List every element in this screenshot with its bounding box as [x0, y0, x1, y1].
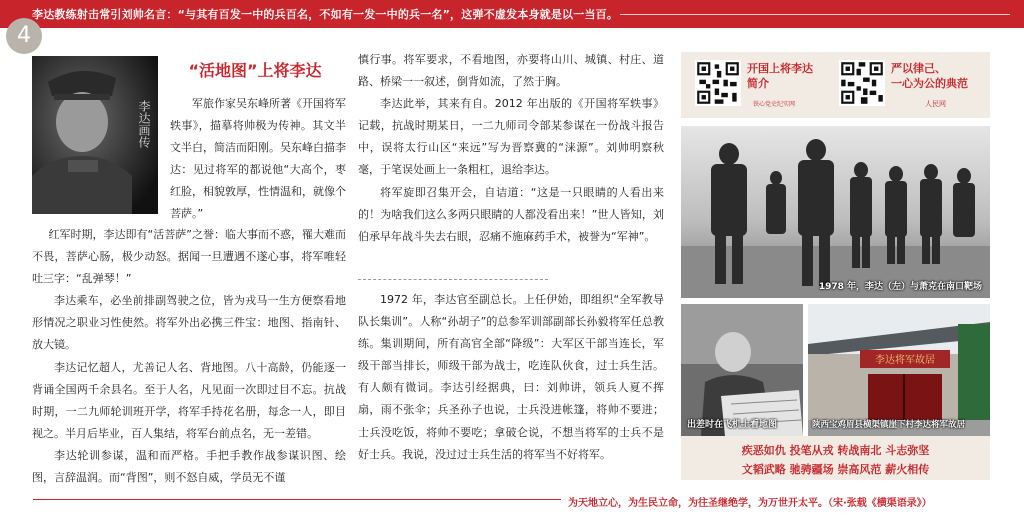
photo-caption-top: 1978 年，李达（左）与萧克在南口靶场: [818, 282, 982, 292]
motto-line-2: 文韬武略 驰骋疆场 崇高风范 薪火相传: [741, 463, 930, 476]
paragraph: 李达记忆超人，尤善记人名、背地图。八十高龄，仍能逐一背诵全国两千余县名。至于人名，凡见面一次即过目不忘。抗战时期，一二九师轮训班开学，将军手持花名册，每念一人，即目视之。半月后毕业，百人集结，将军台前点名，无一差错。: [32, 360, 346, 440]
article-col1-bottom: [32, 224, 346, 489]
section-divider: [358, 279, 548, 280]
article-col2-top: [358, 49, 664, 248]
paragraph: 慎行事。将军要求，不看地图，亦要将山川、城镇、村庄、道路、桥梁一一叙述，倒背如流，了然于胸。: [358, 53, 664, 89]
footer-quote: 为天地立心，为生民立命，为往圣继绝学，为万世开太平。（宋·张载《横渠语录》）: [568, 498, 932, 509]
paragraph: 李达乘车，必坐前排副驾驶之位，皆为戎马一生方便察看地形情况之职业习性使然。将军外出必携三件宝：地图、指南针、放大镜。: [32, 294, 346, 352]
photo-airplane-map: [681, 304, 803, 436]
portrait-photo: [32, 56, 158, 214]
qr-label-right: 严以律己、 一心为公的典范: [891, 62, 968, 90]
motto-box: [681, 436, 990, 480]
qr-code-right[interactable]: [839, 60, 885, 106]
photo-caption-right: 陕西宝鸡眉县横渠镇崖下村李达将军故居: [812, 420, 966, 430]
photo-nankou-range: [681, 126, 990, 298]
article-col2-bottom: [358, 289, 664, 466]
page-number-badge: 4: [6, 18, 42, 54]
header-bar: [0, 0, 1024, 28]
motto-line-1: 疾恶如仇 投笔从戎 转战南北 斗志弥坚: [741, 444, 930, 457]
residence-sign: 李达将军故居: [875, 355, 935, 366]
paragraph: 李达此举，其来有自。2012 年出版的《开国将军轶事》记载，抗战时期某日，一二九师司令部某参谋在一份战斗报告中，误将太行山区“来远”写为晋察冀的“涞源”。刘帅明察秋毫，于笔误处画上一条粗杠，退给李达。: [358, 97, 664, 177]
qr-logo-right: 人民网: [925, 100, 946, 108]
qr-code-left[interactable]: [695, 60, 741, 106]
portrait-inscription: 李达画传: [137, 100, 151, 148]
paragraph: 红军时期，李达即有“活菩萨”之誉：临大事而不惑，罹大难而不畏，菩萨心肠，极少动怒。据闻一旦遭遇不遂心事，将军唯轻吐三字：“乱弹琴！”: [32, 228, 346, 286]
qr-code-panel: [681, 52, 990, 118]
qr-logo-left: 铁心党史纪实网: [753, 101, 796, 108]
paragraph: 将军旋即召集开会，自诘道：“这是一只眼睛的人看出来的！为啥我们这么多两只眼睛的人都没看出来！”世人皆知，刘伯承早年战斗失去右眼，忍痛不施麻药手术，被誉为“军神”。: [358, 185, 664, 243]
header-rule: [620, 14, 1010, 15]
photo-caption-left: 出差时在飞机上看地图: [687, 420, 778, 430]
article-col1-top: [170, 93, 346, 226]
paragraph: 1972 年，李达官至副总长。上任伊始，即组织“全军教导队长集训”。人称“孙胡子”的总参军训部副部长孙毅将军任总教练。集训期间，所有高官全部“降级”：大军区干部当连长，军级干部当排长，师级干部为战士，吃连队伙食，过士兵生活。有人颇有微词。李达引经据典，曰：刘帅讲，领兵人夏不挥扇，雨不张伞；兵圣孙子也说，士兵没进帐篷，将帅不要进；士兵没吃饭，将帅不要吃；拿破仑说，不想当将军的士兵不是好士兵。我说，没过过士兵生活的将军当不好将军。: [358, 293, 664, 461]
header-quote: 李达教练射击常引刘帅名言：“与其有百发一中的兵百名，不如有一发一中的兵一名”，这弹不虚发本身就是以一当百。: [32, 8, 619, 21]
paragraph: 李达轮训参谋，温和而严格。手把手教作战参谋识图、绘图，言辞温润。而“背图”，则不怒自威，学员无不谨: [32, 448, 346, 485]
article-title: “活地图”上将李达: [188, 61, 322, 80]
paragraph: 军旅作家吴东峰所著《开国将军轶事》，描摹将帅极为传神。其文半文半白，简洁而阳刚。吴东峰白描李达：见过将军的都说他“大高个，枣红脸，相貌敦厚，性情温和，就像个菩萨。”: [170, 97, 346, 221]
footer-rule: [33, 499, 561, 500]
photo-former-residence: [808, 304, 990, 436]
qr-label-left: 开国上将李达 简介: [747, 62, 813, 90]
